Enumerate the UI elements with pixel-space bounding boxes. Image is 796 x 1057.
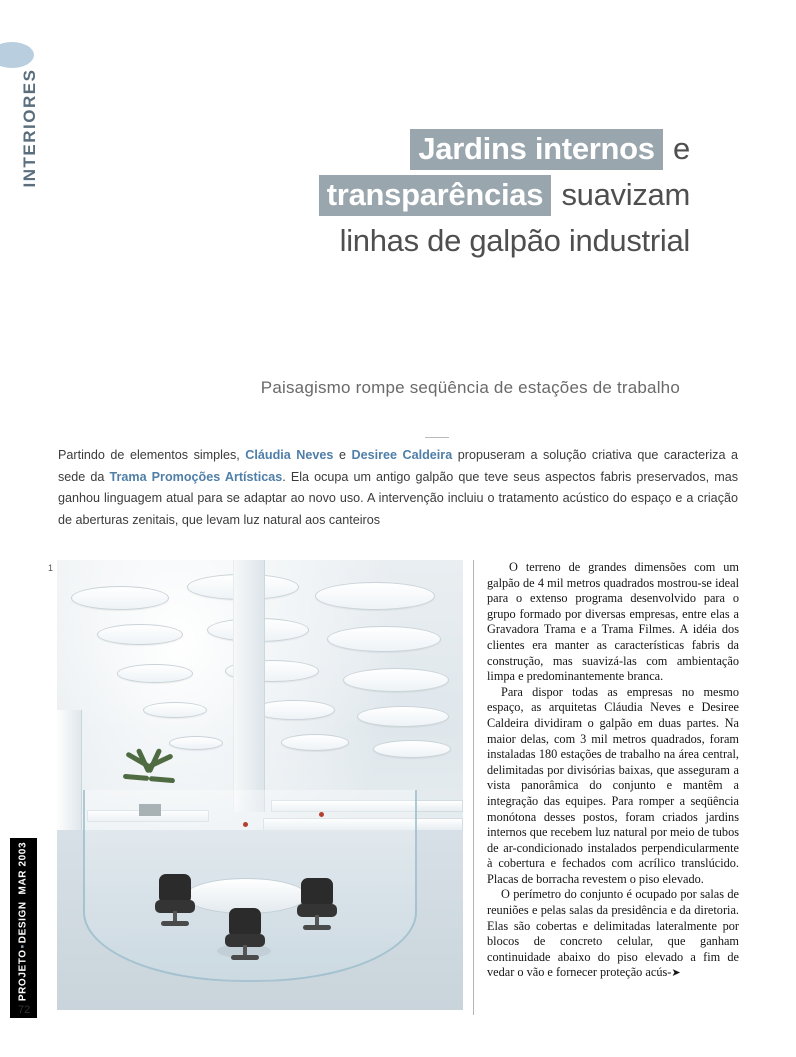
chair-base <box>161 921 189 926</box>
headline-highlight-1: Jardins internos <box>410 129 662 170</box>
intro-text-3: propuseram a solução criativa que caracteriza a sede da <box>58 448 738 484</box>
page-number: 72 <box>18 1004 31 1016</box>
chair-base <box>231 955 259 960</box>
ceiling-disc <box>357 706 449 727</box>
body-paragraph-text: O perímetro do conjunto é ocupado por salas de reuniões e pelas salas da presidência e da diretoria. Elas são cobertas e delimitadas lateralmente por blocos de concreto celular, que ganham continuidade abaixo do piso elevado a fim de vedar o vão e fornecer proteção acús- <box>487 887 739 980</box>
headline-line-2-rest: suavizam <box>553 177 690 212</box>
accent-detail <box>319 812 324 817</box>
ceiling-disc <box>253 700 335 720</box>
ceiling-disc <box>169 736 223 750</box>
figure-1 <box>48 560 463 1010</box>
body-paragraph: O terreno de grandes dimensões com um galpão de 4 mil metros quadrados mostrou-se ideal para o extenso programa desenvolvido para o grupo formado por diversas empresas, entre elas a Gravadora Trama e a Trama Filmes. A idéia dos clientes era manter as características fabris da construção, mas suavizá-las com ambientação limpa e predominantemente branca. <box>487 560 739 684</box>
magazine-masthead-text <box>18 832 29 1012</box>
body-paragraph: Para dispor todas as empresas no mesmo espaço, as arquitetas Cláudia Neves e Desiree Caldeira dividiram o galpão em duas partes. Na maior delas, com 3 mil metros quadrados, foram instaladas 180 estações de trabalho na área central, delimitadas por divisórias baixas, que asseguram a vista panorâmica do conjunto e mantêm a integração das equipes. Para romper a seqüência monótona desses postos, foram criados jardins internos que recebem luz natural por meio de tubos de ar-condicionado instalados perpendicularmente à cobertura e fechados com acrílico translúcido. Placas de borracha revestem o piso elevado. <box>487 684 740 886</box>
ceiling-disc <box>315 582 435 610</box>
decorative-dot <box>0 42 34 68</box>
headline-line-1 <box>130 126 690 172</box>
ceiling-disc <box>327 626 441 652</box>
chair-base <box>303 925 331 930</box>
headline-line-1-rest: e <box>664 131 690 166</box>
office-chair <box>223 908 267 962</box>
plant-leaf <box>148 753 174 769</box>
architect-name-2: Desiree Caldeira <box>351 448 453 462</box>
ceiling-disc <box>97 624 183 645</box>
body-text-column <box>487 560 739 981</box>
headline-line-3: linhas de galpão industrial <box>339 223 690 258</box>
intro-text-4: . Ela ocupa um antigo galpão que teve seus aspectos fabris preservados, mas ganhou linguagem atual para se adaptar ao novo uso. A intervenção incluiu o tratamento acústico do espaço e a criação de aberturas zenitais, que levam luz natural aos canteiros <box>58 469 738 527</box>
ceiling-disc <box>143 702 207 718</box>
continuation-arrow-icon: ➤ <box>671 966 681 980</box>
subtitle-deck: Paisagismo rompe seqüência de estações de trabalho <box>260 378 680 397</box>
column-divider <box>473 560 474 1015</box>
office-chair <box>153 874 197 928</box>
page-title <box>130 126 690 264</box>
interior-photo <box>57 560 463 1010</box>
structural-column <box>233 560 265 812</box>
client-name: Trama Promoções Artísticas <box>109 469 283 484</box>
ceiling-disc <box>343 668 449 692</box>
ceiling-disc <box>117 664 193 683</box>
left-rail <box>0 0 46 1057</box>
architect-name-1: Cláudia Neves <box>245 448 334 462</box>
intro-text-2: e <box>333 448 352 462</box>
magazine-name: PROJETO <box>17 949 29 1002</box>
magazine-name-2: DESIGN <box>17 901 29 944</box>
magazine-masthead-rail <box>10 838 37 1018</box>
intro-text-1: Partindo de elementos simples, <box>58 448 246 462</box>
ceiling-disc <box>71 586 169 610</box>
headline-line-2 <box>130 172 690 218</box>
issue-date: MAR 2003 <box>17 841 29 895</box>
ceiling-disc <box>281 734 349 751</box>
body-paragraph <box>487 887 739 981</box>
office-chair <box>295 878 339 932</box>
plant-leaf <box>149 776 175 783</box>
masthead-separator: ▪ <box>17 944 29 949</box>
intro-divider <box>425 437 449 438</box>
accent-detail <box>243 822 248 827</box>
section-label: INTERIORES <box>20 68 39 188</box>
intro-paragraph <box>58 445 738 531</box>
ceiling-disc <box>373 740 451 758</box>
plant-leaf <box>123 774 149 781</box>
wall-pillar <box>57 710 82 850</box>
headline-highlight-2: transparências <box>319 175 551 216</box>
figure-number: 1 <box>48 563 54 573</box>
